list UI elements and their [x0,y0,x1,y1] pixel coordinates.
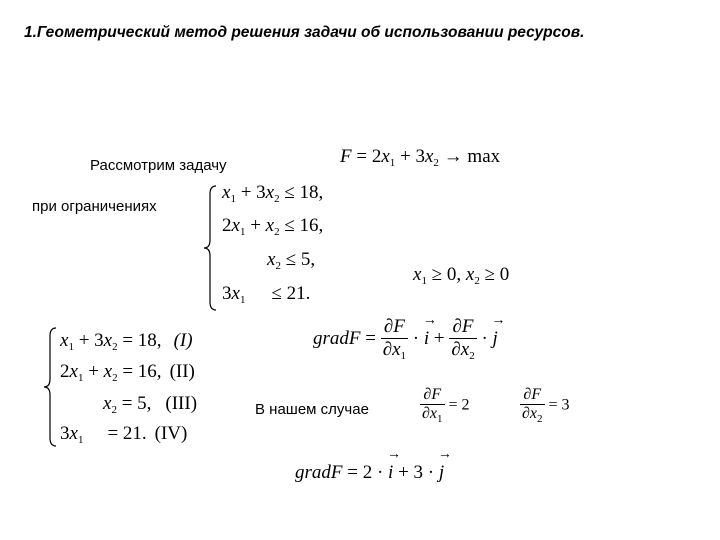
slide-title: 1.Геометрический метод решения задачи об использовании ресурсов. [24,24,585,41]
gradient-definition: gradF = $\frac{\partial F}{\partial x_1}$ · i → + $\frac{\partial F}{\partial x_2}$ · j → [313,316,498,362]
lines-brace [42,326,58,448]
line-I: $x_1 + 3x_2 = 18$, (I) [60,330,193,353]
consider-label: Рассмотрим задачу [90,157,227,174]
constraints-brace [202,184,218,312]
constraint-1: $x_1 + 3x_2 \le 18$, [222,182,324,205]
nonnegativity: $x_1 \ge 0$, $x_2 \ge 0$ [413,264,510,287]
constraint-2: $2x_1 + x_2 \le 16$, [222,215,324,238]
line-II: $2x_1 + x_2 = 16$, (II) [60,361,195,384]
line-IV: $3x_1 = 21$. (IV) [60,423,188,446]
partial-x1: $\frac{\partial F}{\partial x_1}$ = 2 [422,386,470,425]
objective-function: $F = 2x_1 + 3x_2 \to \max$ [340,146,501,169]
constraint-4: $3x_1 \le 21$. [222,283,311,306]
constraint-3: $x_2 \le 5$, [267,249,316,272]
line-III: $x_2 = 5$, (III) [103,393,198,416]
our-case-label: В нашем случае [255,401,369,418]
constraints-label: при ограничениях [32,198,157,215]
gradient-result: gradF = 2 · i → + 3 · j → [295,462,444,484]
partial-x2: $\frac{\partial F}{\partial x_2}$ = 3 [522,386,570,425]
